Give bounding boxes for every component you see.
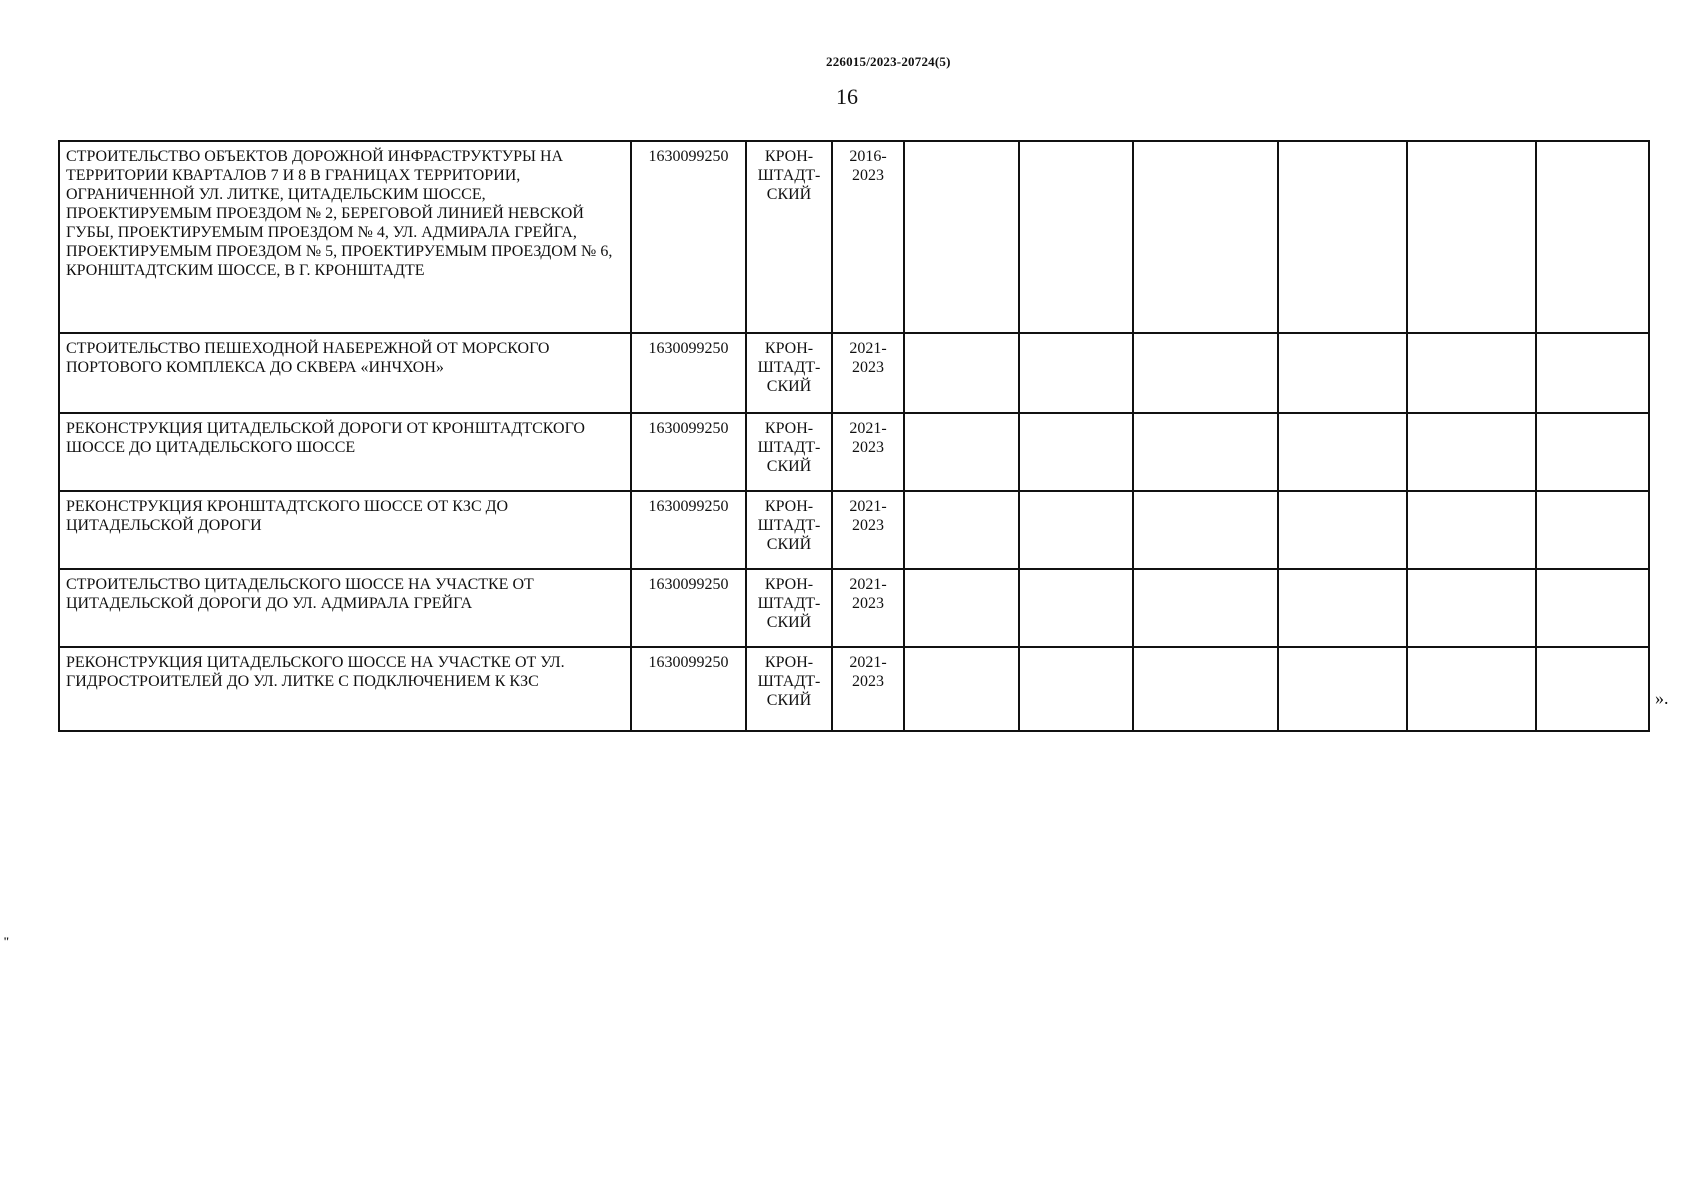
empty-cell <box>1019 569 1133 647</box>
object-name-cell: СТРОИТЕЛЬСТВО ПЕШЕХОДНОЙ НАБЕРЕЖНОЙ ОТ МОРСКОГО ПОРТОВОГО КОМПЛЕКСА ДО СКВЕРА «ИНЧХОН» <box>59 333 631 413</box>
empty-cell <box>1019 413 1133 491</box>
district-cell: КРОН-ШТАДТ-СКИЙ <box>746 333 832 413</box>
object-name-cell: РЕКОНСТРУКЦИЯ ЦИТАДЕЛЬСКОЙ ДОРОГИ ОТ КРОНШТАДТСКОГО ШОССЕ ДО ЦИТАДЕЛЬСКОГО ШОССЕ <box>59 413 631 491</box>
empty-cell <box>1536 491 1649 569</box>
empty-cell <box>904 413 1019 491</box>
empty-cell <box>1278 413 1407 491</box>
empty-cell <box>1278 491 1407 569</box>
empty-cell <box>1133 141 1278 333</box>
district-cell: КРОН-ШТАДТ-СКИЙ <box>746 413 832 491</box>
empty-cell <box>1278 141 1407 333</box>
empty-cell <box>1407 491 1536 569</box>
object-name-cell: РЕКОНСТРУКЦИЯ ЦИТАДЕЛЬСКОГО ШОССЕ НА УЧАСТКЕ ОТ УЛ. ГИДРОСТРОИТЕЛЕЙ ДО УЛ. ЛИТКЕ С ПОДКЛЮЧЕНИЕМ К КЗС <box>59 647 631 731</box>
budget-code-cell: 1630099250 <box>631 569 746 647</box>
district-cell: КРОН-ШТАДТ-СКИЙ <box>746 141 832 333</box>
empty-cell <box>1407 141 1536 333</box>
table-row <box>59 333 1649 413</box>
empty-cell <box>1407 333 1536 413</box>
empty-cell <box>1019 141 1133 333</box>
empty-cell <box>1407 413 1536 491</box>
object-name-cell: РЕКОНСТРУКЦИЯ КРОНШТАДТСКОГО ШОССЕ ОТ КЗС ДО ЦИТАДЕЛЬСКОЙ ДОРОГИ <box>59 491 631 569</box>
years-cell: 2021-2023 <box>832 333 904 413</box>
empty-cell <box>1133 569 1278 647</box>
years-cell: 2021-2023 <box>832 491 904 569</box>
district-cell: КРОН-ШТАДТ-СКИЙ <box>746 491 832 569</box>
district-cell: КРОН-ШТАДТ-СКИЙ <box>746 569 832 647</box>
empty-cell <box>1133 647 1278 731</box>
empty-cell <box>1278 333 1407 413</box>
budget-code-cell: 1630099250 <box>631 141 746 333</box>
empty-cell <box>1133 413 1278 491</box>
empty-cell <box>1019 491 1133 569</box>
empty-cell <box>904 647 1019 731</box>
budget-code-cell: 1630099250 <box>631 491 746 569</box>
margin-mark: " <box>3 934 10 948</box>
objects-table <box>58 140 1650 732</box>
empty-cell <box>1536 569 1649 647</box>
budget-code-cell: 1630099250 <box>631 647 746 731</box>
empty-cell <box>904 491 1019 569</box>
document-registration-number: 226015/2023-20724(5) <box>826 54 951 69</box>
district-cell: КРОН-ШТАДТ-СКИЙ <box>746 647 832 731</box>
empty-cell <box>1133 491 1278 569</box>
empty-cell <box>1536 141 1649 333</box>
empty-cell <box>1019 647 1133 731</box>
table-row <box>59 141 1649 333</box>
empty-cell <box>1536 647 1649 731</box>
empty-cell <box>904 141 1019 333</box>
empty-cell <box>904 569 1019 647</box>
years-cell: 2021-2023 <box>832 413 904 491</box>
page-number: 16 <box>836 84 858 109</box>
years-cell: 2016-2023 <box>832 141 904 333</box>
table-row <box>59 647 1649 731</box>
budget-code-cell: 1630099250 <box>631 413 746 491</box>
closing-quote-mark: ». <box>1655 688 1669 708</box>
table-row <box>59 569 1649 647</box>
empty-cell <box>1407 647 1536 731</box>
empty-cell <box>1278 569 1407 647</box>
empty-cell <box>1536 333 1649 413</box>
empty-cell <box>1133 333 1278 413</box>
years-cell: 2021-2023 <box>832 647 904 731</box>
empty-cell <box>1019 333 1133 413</box>
empty-cell <box>1278 647 1407 731</box>
empty-cell <box>1536 413 1649 491</box>
object-name-cell: СТРОИТЕЛЬСТВО ОБЪЕКТОВ ДОРОЖНОЙ ИНФРАСТРУКТУРЫ НА ТЕРРИТОРИИ КВАРТАЛОВ 7 И 8 В ГРАНИЦАХ ТЕРРИТОРИИ, ОГРАНИЧЕННОЙ УЛ. ЛИТКЕ, ЦИТАДЕЛЬСКИМ ШОССЕ, ПРОЕКТИРУЕМЫМ ПРОЕЗДОМ № 2, БЕРЕГОВОЙ ЛИНИЕЙ НЕВСКОЙ ГУБЫ, ПРОЕКТИРУЕМЫМ ПРОЕЗДОМ № 4, УЛ. АДМИРАЛА ГРЕЙГА, ПРОЕКТИРУЕМЫМ ПРОЕЗДОМ № 5, ПРОЕКТИРУЕМЫМ ПРОЕЗДОМ № 6, КРОНШТАДТСКИМ ШОССЕ, В Г. КРОНШТАДТЕ <box>59 141 631 333</box>
empty-cell <box>904 333 1019 413</box>
years-cell: 2021-2023 <box>832 569 904 647</box>
empty-cell <box>1407 569 1536 647</box>
object-name-cell: СТРОИТЕЛЬСТВО ЦИТАДЕЛЬСКОГО ШОССЕ НА УЧАСТКЕ ОТ ЦИТАДЕЛЬСКОЙ ДОРОГИ ДО УЛ. АДМИРАЛА ГРЕЙГА <box>59 569 631 647</box>
table-row <box>59 413 1649 491</box>
table-row <box>59 491 1649 569</box>
budget-code-cell: 1630099250 <box>631 333 746 413</box>
